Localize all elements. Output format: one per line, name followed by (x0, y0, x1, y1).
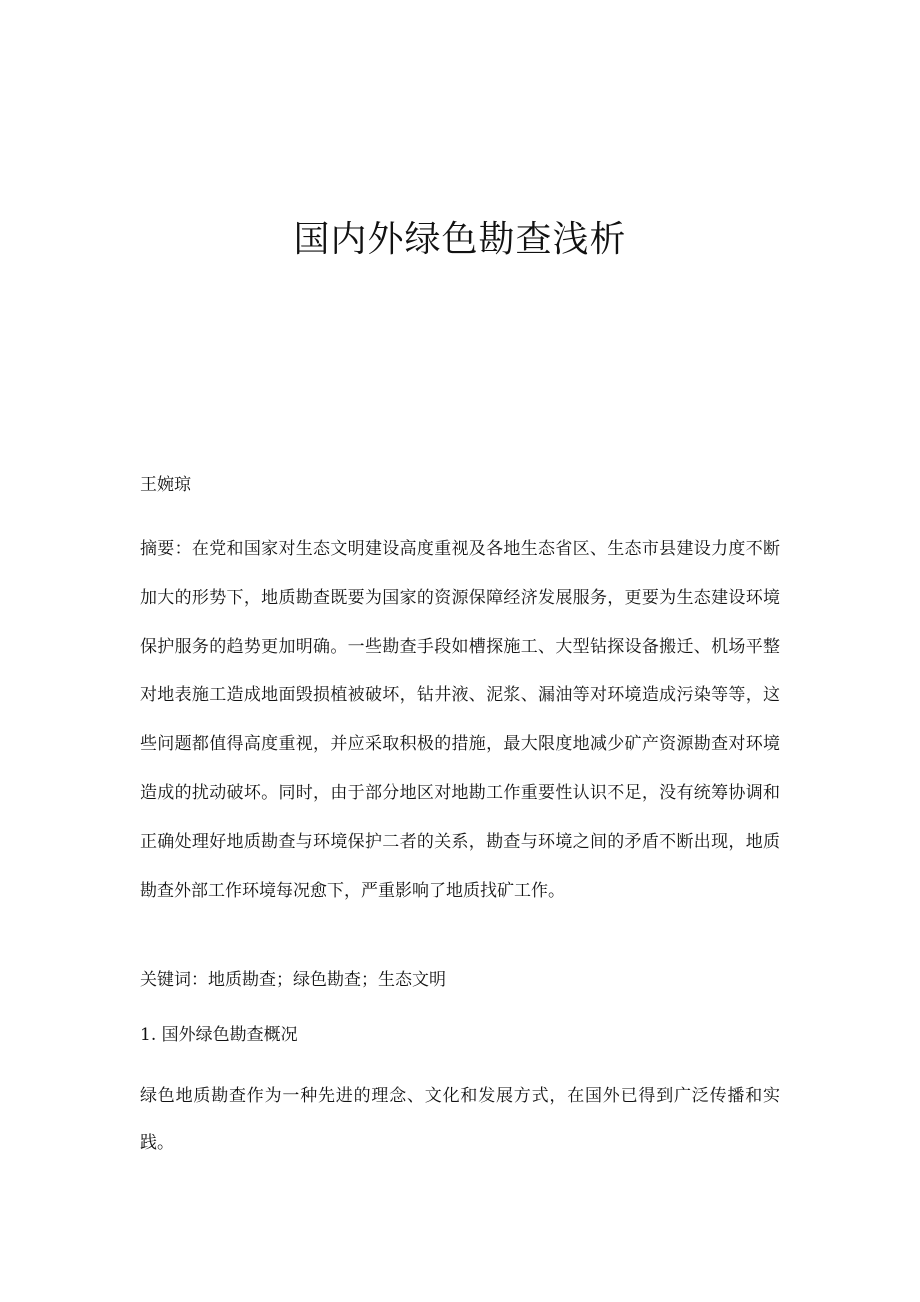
section-paragraph: 绿色地质勘查作为一种先进的理念、文化和发展方式，在国外已得到广泛传播和实践。 (140, 1086, 780, 1153)
keywords-text: 地质勘查；绿色勘查；生态文明 (208, 970, 446, 990)
section-heading: 1. 国外绿色勘查概况 (140, 1025, 298, 1045)
keywords-line (140, 966, 780, 994)
abstract-text: 在党和国家对生态文明建设高度重视及各地生态省区、生态市县建设力度不断加大的形势下，地质勘查既要为国家的资源保障经济发展服务，更要为生态建设环境保护服务的趋势更加明确。一些勘查手段如槽探施工、大型钻探设备搬迁、机场平整对地表施工造成地面毁损植被破坏，钻井液、泥浆、漏油等对环境造成污染等等，这些问题都值得高度重视，并应采取积极的措施，最大限度地减少矿产资源勘查对环境造成的扰动破坏。同时，由于部分地区对地勘工作重要性认识不足，没有统筹协调和正确处理好地质勘查与环境保护二者的关系，勘查与环境之间的矛盾不断出现，地质勘查外部工作环境每况愈下，严重影响了地质找矿工作。 (140, 539, 781, 901)
abstract-paragraph (140, 525, 780, 915)
abstract-label: 摘要： (140, 539, 192, 559)
keywords-label: 关键词： (140, 970, 208, 990)
document-title: 国内外绿色勘查浅析 (293, 219, 627, 260)
author-name: 王婉琼 (140, 475, 191, 495)
